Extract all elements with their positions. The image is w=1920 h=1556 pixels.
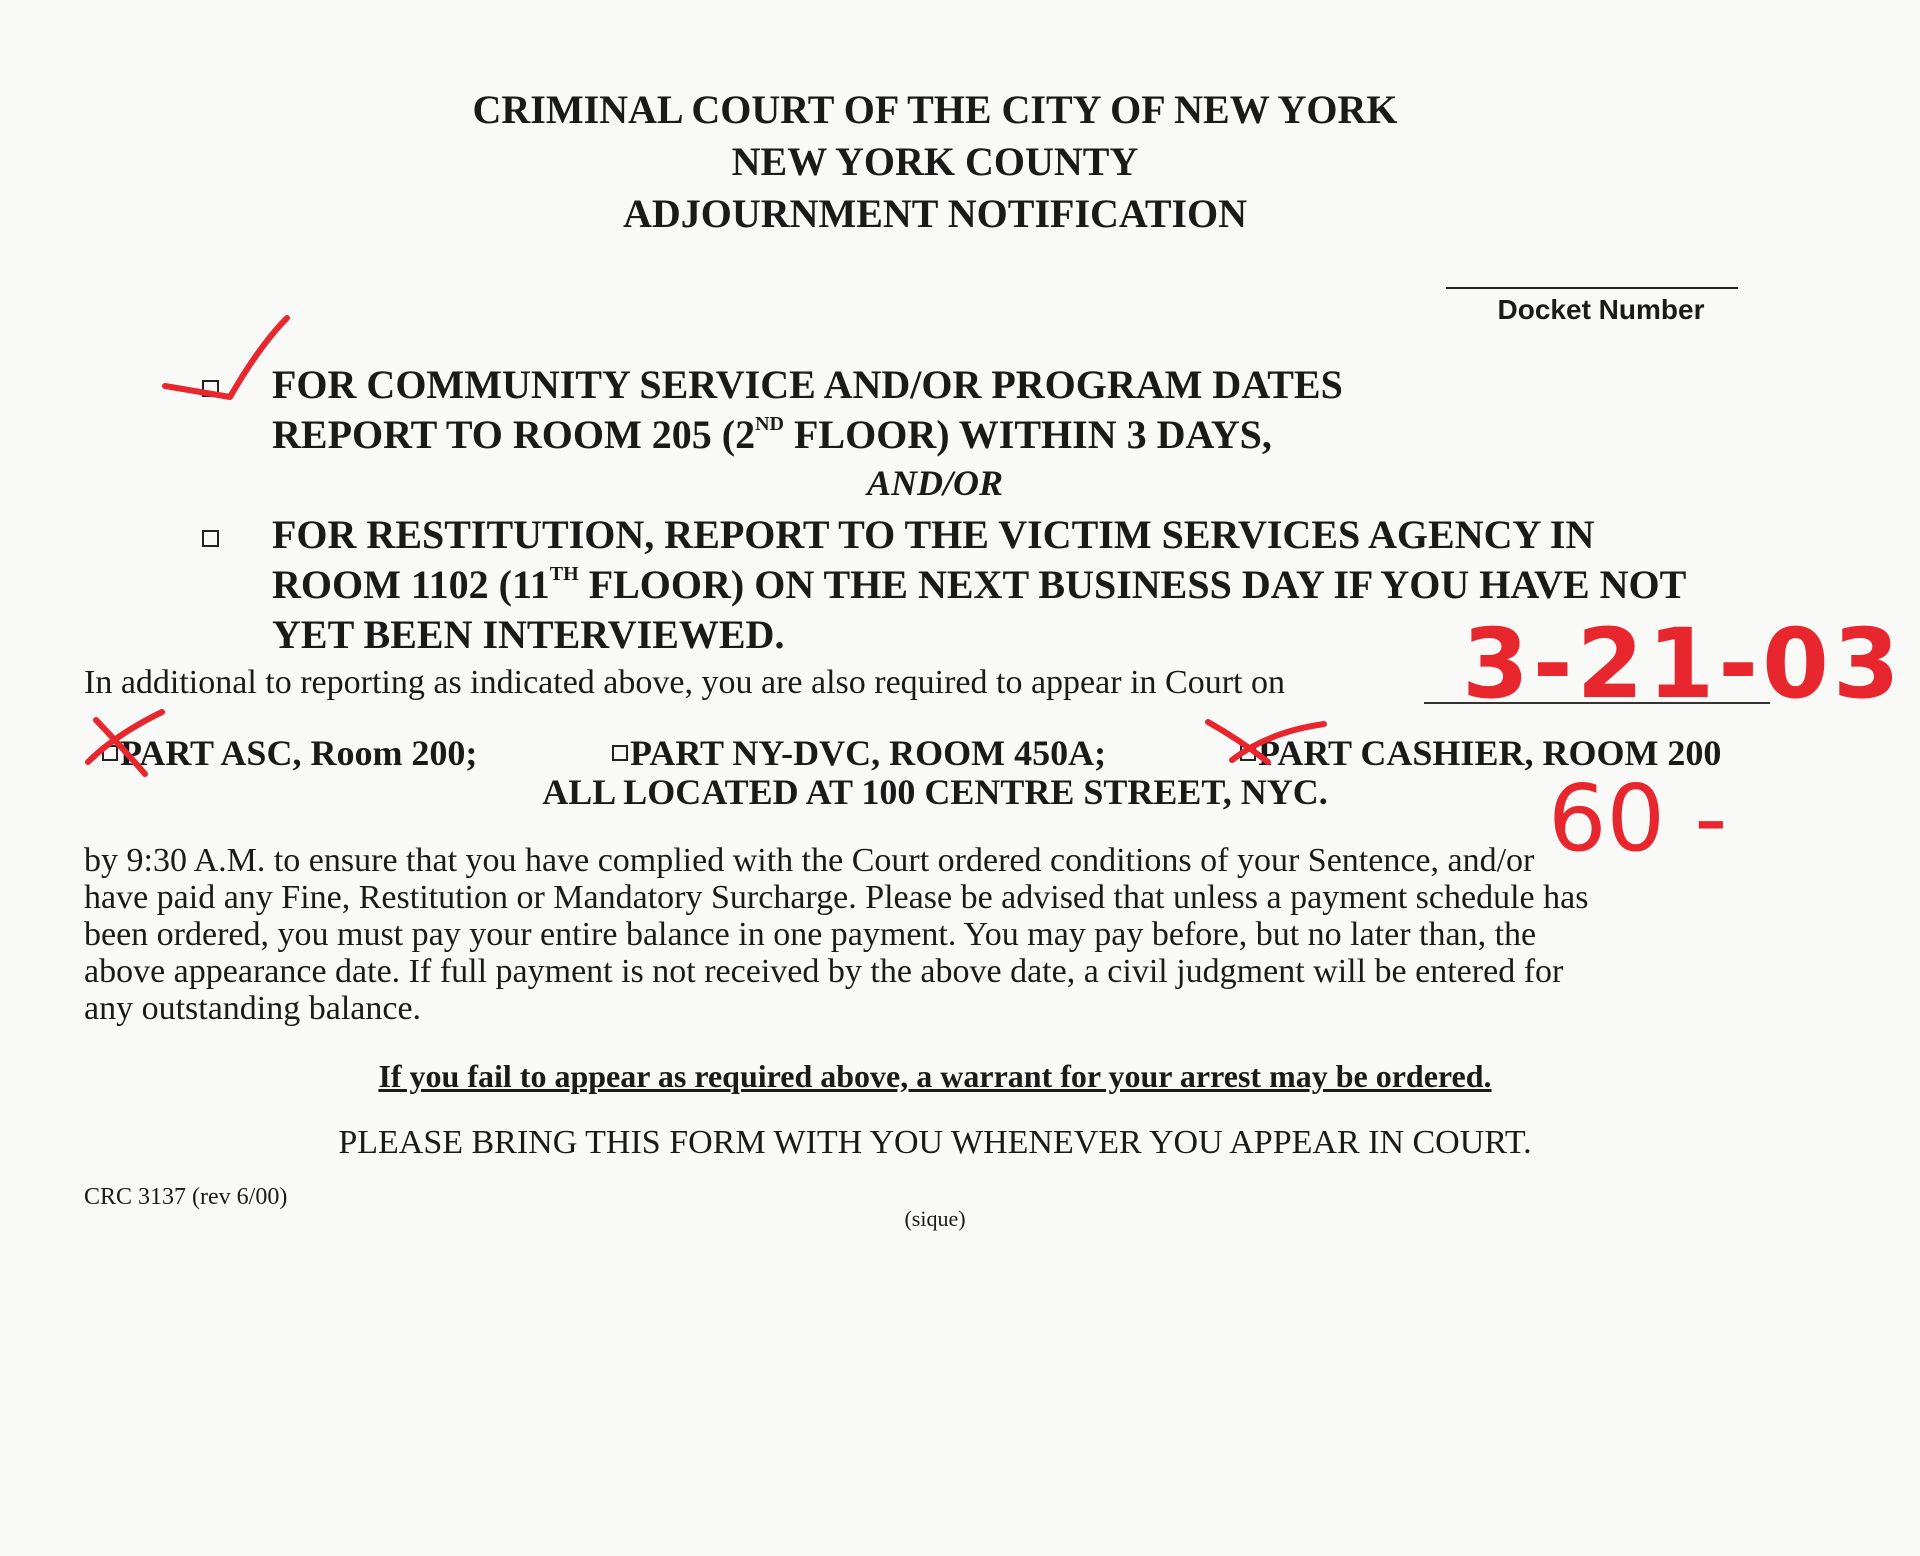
- and-or-label: AND/OR: [866, 463, 1004, 503]
- docket-number-label: Docket Number: [1497, 294, 1705, 325]
- part-cashier-label: PART CASHIER, ROOM 200: [1258, 733, 1722, 773]
- community-service-text: FOR COMMUNITY SERVICE AND/OR PROGRAM DATES REPORT TO ROOM 205 (2ND FLOOR) WITHIN 3 DAYS,: [272, 362, 1343, 457]
- county-name: NEW YORK COUNTY: [731, 139, 1139, 184]
- checkmark-community-service: [165, 318, 287, 397]
- appearance-statement: In additional to reporting as indicated above, you are also required to appear in Court on: [84, 664, 1285, 701]
- warrant-warning: If you fail to appear as required above, a warrant for your arrest may be ordered.: [378, 1058, 1492, 1094]
- docket-number-field[interactable]: [1446, 287, 1738, 289]
- form-number: CRC 3137 (rev 6/00): [84, 1184, 288, 1210]
- sique-label: (sique): [904, 1206, 966, 1231]
- location-line: ALL LOCATED AT 100 CENTRE STREET, NYC.: [542, 772, 1328, 812]
- court-heading: [0, 84, 1870, 240]
- part-cashier-option: [1240, 732, 1721, 774]
- appearance-date-field[interactable]: [1424, 702, 1770, 704]
- part-asc-option: [102, 732, 477, 774]
- part-ny-dvc-option: [612, 732, 1106, 774]
- handwritten-amount: 60 -: [1548, 765, 1728, 872]
- restitution-text: FOR RESTITUTION, REPORT TO THE VICTIM SERVICES AGENCY IN ROOM 1102 (11TH FLOOR) ON THE NEXT BUSINESS DAY IF YOU HAVE NOT YET BEEN INTERVIEWED.: [272, 512, 1687, 657]
- restitution-checkbox[interactable]: [202, 530, 219, 547]
- compliance-paragraph: by 9:30 A.M. to ensure that you have complied with the Court ordered conditions of your Sentence, and/or have paid any Fine, Restitution or Mandatory Surcharge. Please be advised that unless a payment schedule has been ordered, you must pay your entire balance in one payment. You may pay before, but no later than, the above appearance date. If full payment is not received by the above date, a civil judgment will be entered for any outstanding balance.: [84, 842, 1589, 1027]
- handwritten-date: 3-21-03: [1462, 608, 1904, 720]
- part-ny-dvc-label: PART NY-DVC, ROOM 450A;: [630, 733, 1107, 773]
- form-title: ADJOURNMENT NOTIFICATION: [622, 191, 1248, 236]
- part-asc-label: PART ASC, Room 200;: [120, 733, 478, 773]
- part-cashier-checkbox[interactable]: [1240, 745, 1256, 761]
- part-ny-dvc-checkbox[interactable]: [612, 745, 628, 761]
- bring-form-notice: PLEASE BRING THIS FORM WITH YOU WHENEVER YOU APPEAR IN COURT.: [338, 1124, 1532, 1161]
- court-name: CRIMINAL COURT OF THE CITY OF NEW YORK: [472, 87, 1398, 132]
- community-service-checkbox[interactable]: [202, 380, 219, 397]
- part-asc-checkbox[interactable]: [102, 745, 118, 761]
